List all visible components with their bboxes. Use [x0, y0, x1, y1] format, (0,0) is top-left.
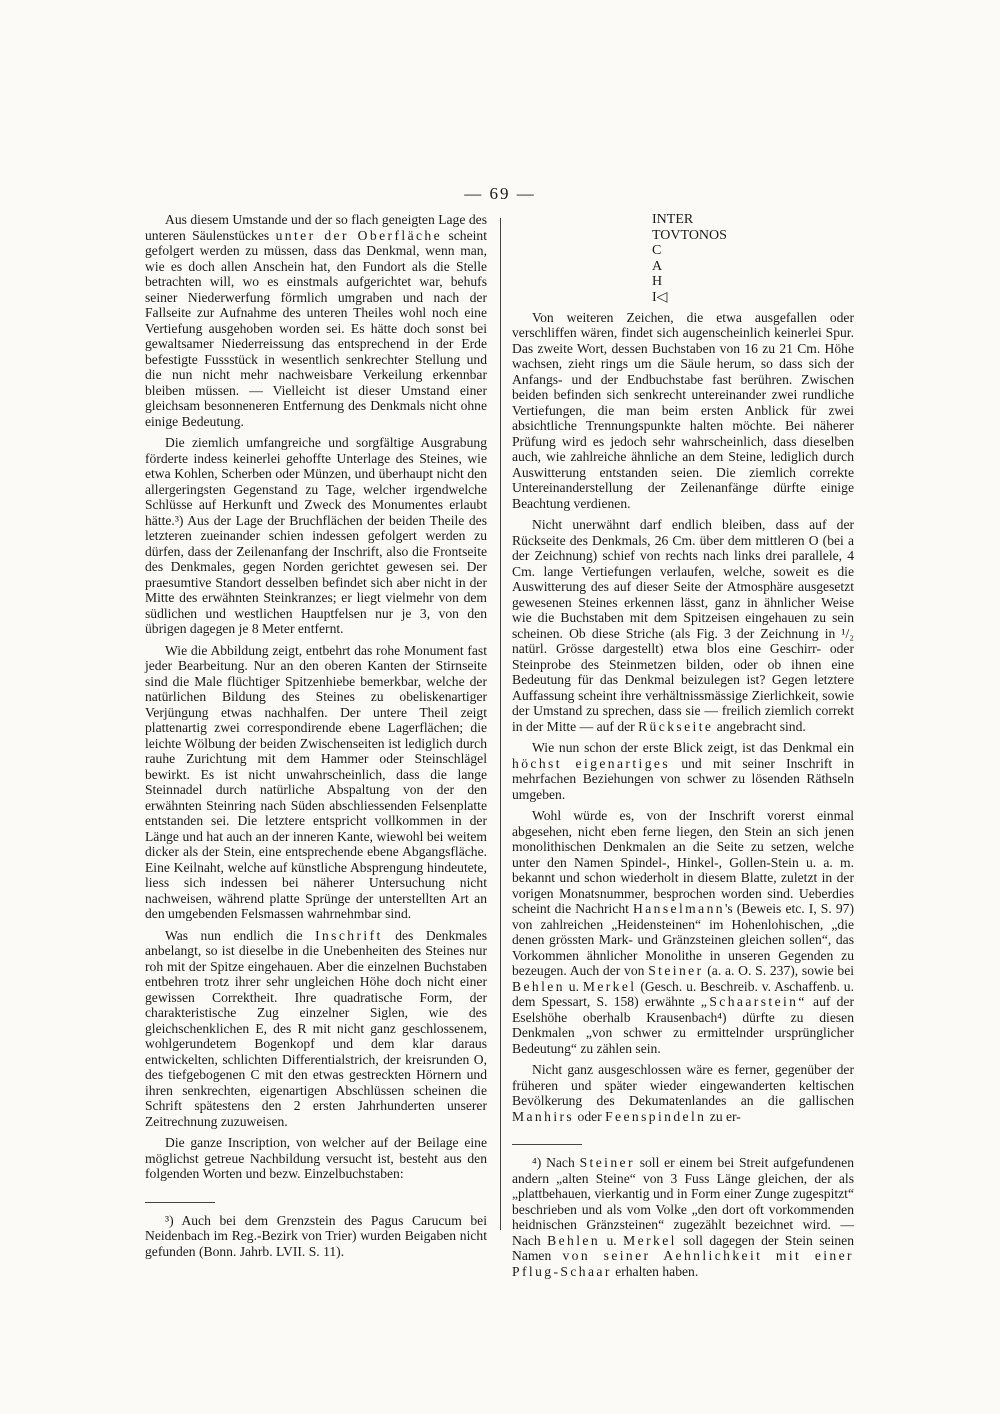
spaced-emphasis: von seiner Aehnlichkeit mit einer Pflug-Schaar — [512, 1248, 854, 1279]
paragraph: Von weiteren Zeichen, die etwa ausgefallen oder verschliffen wären, findet sich augenscheinlich keinerlei Spur. Das zweite Wort, dessen Buchstaben von 16 zu 21 Cm. Höhe wachsen, zieht rings um die Säule herum, so dass sich der Anfangs- und der Endbuchstabe fast berühren. Zwischen beiden befinden sich senkrecht untereinander zwei rundliche Vertiefungen, die man beim ersten Anblick für zwei absichtliche Trennungspunkte halten möchte. Bei näherer Prüfung wird es jedoch sehr wahrscheinlich, dass dieselben auch, wie zahlreiche ähnliche an dem Steine, lediglich durch Auswitterung entstanden seien. Die ziemlich correkte Untereinanderstellung der Zeilenanfänge dürfte einige Beachtung verdienen. — [512, 309, 854, 511]
paragraph: Wohl würde es, von der Inschrift vorerst einmal abgesehen, nicht eben ferne liegen, den Stein an sich jenen monolithischen Denkmalen an die Seite zu setzen, welche unter den Namen Spindel-, Hinkel-, Gollen-Stein u. a. m. bekannt und schon wiederholt in diesem Blatte, zuletzt in der vorigen Monatsnummer, besprochen worden sind. Ueberdies scheint die Nachricht Hanselmann's (Beweis etc. I, S. 97) von zahlreichen „Heidensteinen“ im Hohenlohischen, „die denen grössten Mark- und Gränzsteinen gleichen sollen“, das Vorkommen ähnlicher Monolithe in unseren Gegenden zu bezeugen. Auch der von Steiner (a. a. O. S. 237), sowie bei Behlen u. Merkel (Gesch. u. Beschreib. v. Aschaffenb. u. dem Spessart, S. 158) erwähnte „Schaarstein“ auf der Eselshöhe oberhalb Krausenbach⁴) dürfte zu diesen Denkmalen „von schwer zu ermittelnder ursprünglicher Bedeutung“ zu zählen sein. — [512, 808, 855, 1056]
paragraph: Die ziemlich umfangreiche und sorgfältige Ausgrabung förderte indess keinerlei gehoffte Unterlage des Steines, wie etwa Kohlen, Scherben oder Münzen, und überhaupt nicht den allergeringsten Gegenstand zu Tage, welcher irgendwelche Schlüsse auf Herkunft und Zweck des Monumentes erlaubt hätte.³) Aus der Lage der Bruchflächen der beiden Theile des letzteren zueinander schien indessen gefolgert werden zu dürfen, dass der Zeilenanfang der Inschrift, also die Frontseite des Denkmales, gegen Norden gerichtet gewesen sei. Der praesumtive Standort desselben befindet sich aber nicht in der Mitte des erwähnten Steinkranzes; er liegt vielmehr von dem südlichen und westlichen Hauptfelsen nur je 3, von den übrigen dagegen je 8 Meter entfernt. — [145, 435, 487, 636]
spaced-emphasis: Merkel — [623, 1232, 677, 1248]
spaced-emphasis: unter der Oberfläche — [275, 227, 443, 243]
left-column — [145, 212, 487, 1259]
paragraph: Nicht ganz ausgeschlossen wäre es ferner, gegenüber der früheren und später wieder eingewanderten keltischen Bevölkerung des Dekumatenlandes an die gallischen Manhirs oder Feenspindeln zu er- — [512, 1062, 854, 1124]
footnote-rule — [145, 1202, 215, 1203]
spaced-emphasis: Behlen — [512, 978, 565, 994]
paragraph: Die ganze Inscription, von welcher auf der Beilage eine möglichst getreue Nachbildung versucht ist, besteht aus den folgenden Worten und bezw. Einzelbuchstaben: — [145, 1135, 487, 1181]
inscription-line: A — [652, 258, 663, 274]
spaced-emphasis: Hanselmann — [633, 901, 725, 917]
column-divider — [500, 218, 501, 1230]
paragraph: Nicht unerwähnt darf endlich bleiben, dass auf der Rückseite des Denkmals, 26 Cm. über dem mittleren O (bei a der Zeichnung) schief von rechts nach links drei parallele, 4 Cm. lange Vertiefungen verlaufen, welche, soweit es die Auswitterung des auf dieser Seite der Atmosphäre ausgesetzt gewesenen Steines erkennen lässt, ganz in ähnlicher Weise wie die Buchstaben mit dem Spitzeisen eingehauen zu sein scheinen. Ob diese Striche (als Fig. 3 der Zeichnung in ¹/₂ natürl. Grösse dargestellt) etwa blos eine Geschirr- oder Steinprobe des Steinmetzen bilden, oder ob ihnen eine Bedeutung für das Denkmal beizulegen ist? Gegen letztere Auffassung scheint ihre verhältnissmässige Zierlichkeit, sowie der Umstand zu sprechen, dass sie — freilich ziemlich correkt in der Mitte — auf der Rückseite angebracht sind. — [512, 517, 854, 734]
spaced-emphasis: Steiner — [648, 963, 704, 979]
spaced-emphasis: „Schaarstein“ — [700, 994, 807, 1010]
paragraph: Was nun endlich die Inschrift des Denkmales anbelangt, so ist dieselbe in die Unebenheiten des Steines nur roh mit der Spitze eingehauen. Aber die einzelnen Buchstaben entbehren trotz ihrer sehr ungleichen Höhe doch nicht einer gewissen Correktheit. Ihre quadratische Form, der charakteristische Zug einzelner Siglen, wie des gleichschenklichen E, des R mit nicht ganz geschlossenem, wohlgerundetem Bogenkopf und dem klar daraus entwickelten, schlichten Differentialstrich, der kreisrunden O, des tiefgebogenen C mit den etwas gestreckten Hörnern und ihren senkrechten, eigenartigen Abschlüssen scheinen die Schrift spätestens den 2 ersten Jahrhunderten unserer Zeitrechnung zuzuweisen. — [145, 927, 487, 1129]
spaced-emphasis: Steiner — [579, 1155, 635, 1171]
inscription-line: TOVTONOS — [652, 227, 727, 243]
inscription-line: INTER — [652, 212, 694, 227]
footnote-rule — [512, 1144, 582, 1145]
inscription-line: C — [652, 243, 662, 259]
page-number: — 69 — — [464, 184, 536, 203]
footnote: ⁴) Nach Steiner soll er einem bei Streit aufgefundenen andern „alten Steine“ von 3 Fuss Länge gleichen, der als „plattbehauen, vierkantig und in Form einer Zunge zugespitzt“ beschrieben und als vom Volke „den dort oft vorkommenden heidnischen Gränzsteinen“ zugezählt bezeichnet wird. — Nach Behlen u. Merkel soll dagegen der Stein seinen Namen von seiner Aehnlichkeit mit einer Pflug-Schaar erhalten haben. — [512, 1155, 854, 1279]
right-column — [512, 212, 854, 1279]
spaced-emphasis: Behlen — [547, 1232, 601, 1248]
spaced-emphasis: Merkel — [582, 978, 637, 994]
footnote: ³) Auch bei dem Grenzstein des Pagus Carucum bei Neidenbach im Reg.-Bezirk von Trier) wurden Beigaben nicht gefunden (Bonn. Jahrb. LVII. S. 11). — [145, 1212, 487, 1259]
spaced-emphasis: Manhirs — [512, 1108, 575, 1124]
spaced-emphasis: Feenspindeln — [605, 1108, 707, 1124]
inscription-line: I◁ — [652, 289, 668, 305]
paragraph: Wie nun schon der erste Blick zeigt, ist das Denkmal ein höchst eigenartiges und mit seiner Inschrift in mehrfachen Beziehungen von schwer zu lösenden Räthseln umgeben. — [512, 740, 855, 802]
spaced-emphasis: Inschrift — [315, 927, 383, 943]
paragraph: Wie die Abbildung zeigt, entbehrt das rohe Monument fast jeder Bearbeitung. Nur an den oberen Kanten der Stirnseite sind die Male flüchtiger Spitzenhiebe bemerkbar, welche der natürlichen Bildung des Steines zu obeliskenartiger Verjüngung etwas nachhalfen. Der untere Theil zeigt plattenartig zwei correspondirende ebene Lagerflächen; die leichte Wölbung der beiden Zwischenseiten ist lediglich durch rauhe Zurichtung mit dem Hammer oder Steinschlägel bewirkt. Es ist nicht unwahrscheinlich, dass die lange Steinnadel durch natürliche Abspaltung von der den erwähnten Steinring nach Süden abschliessenden Felsenplatte entstanden sei. Die letztere entspricht vollkommen in der Länge und hat auch an der inneren Kante, wiewohl bei weitem dicker als der Stein, eine entsprechende ebene Abgangsfläche. Eine Keilnaht, welche auf künstliche Absprengung hindeutete, liess sich indessen bei näherer Untersuchung nicht nachweisen, während platte Sprünge der unterstellten Art an den umgebenden Felsmassen wahrnehmbar sind. — [145, 642, 487, 921]
spaced-emphasis: Rückseite — [638, 718, 714, 734]
inscription-text — [652, 212, 854, 306]
spaced-emphasis: höchst eigenartiges — [512, 755, 671, 771]
paragraph: Aus diesem Umstande und der so flach geneigten Lage des unteren Säulenstückes unter der Oberfläche scheint gefolgert werden zu müssen, dass das Denkmal, wenn man, wie es doch allen Anschein hat, den Fundort als die Stelle betrachten will, wo es einstmals aufgerichtet war, behufs seiner Niederwerfung förmlich umgraben und nach der Fallseite zur Aufnahme des unteren Theiles wohl noch eine Vertiefung ausgehoben worden sei. Es hätte doch sonst bei gewaltsamer Niederreissung das entsprechend in der Erde befestigte Fussstück in wesentlich senkrechter Stellung und die nun nicht mehr nachweisbare Verkeilung erkennbar bleiben müssen. — Vielleicht ist dieser Umstand einer gleichsam besonneneren Entfernung des Denkmals nicht ohne einige Bedeutung. — [145, 212, 487, 429]
inscription-line: H — [652, 274, 663, 290]
